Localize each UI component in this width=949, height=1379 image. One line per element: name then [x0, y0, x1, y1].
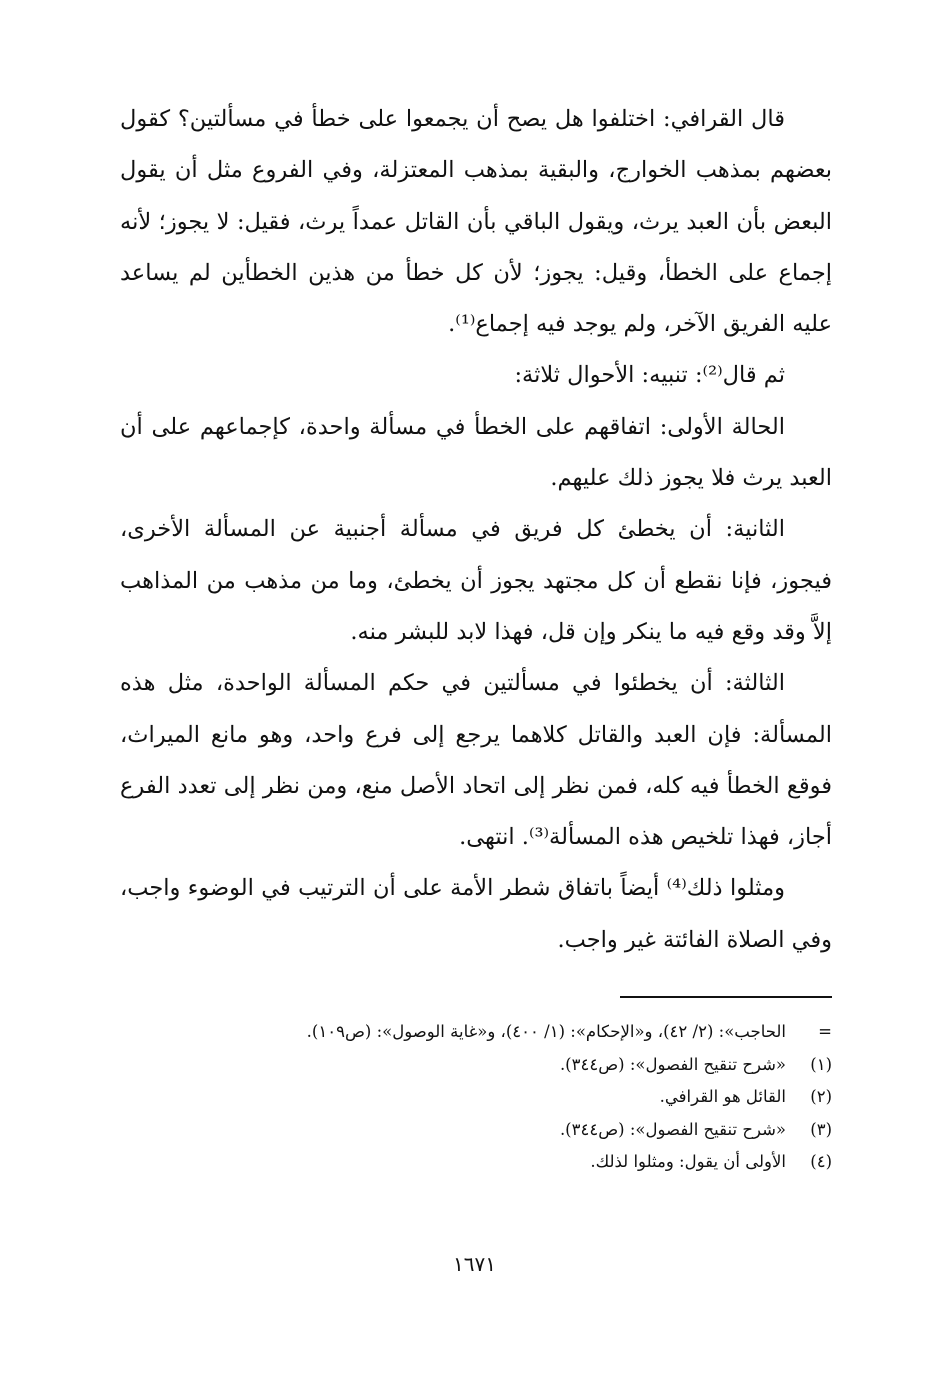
footnote-continuation: [120, 1016, 832, 1049]
footnotes: [120, 1016, 832, 1179]
paragraph-qarafi-quote: قال القرافي: اختلفوا هل يصح أن يجمعوا على خطأ في مسألتين؟ كقول بعضهم بمذهب الخوارج، والبقية بمذهب المعتزلة، وفي الفروع مثل أن يقول البعض بأن العبد يرث، ويقول الباقي بأن القاتل عمداً يرث، فقيل: لا يجوز؛ لأنه إجماع على الخطأ، وقيل: يجوز؛ لأن كل خطأ من هذين الخطأين لم يساعد عليه الفريق الآخر، ولم يوجد فيه إجماع⁽¹⁾.: [120, 106, 832, 338]
paragraph-third-case: الثالثة: أن يخطئوا في مسألتين في حكم المسألة الواحدة، مثل هذه المسألة: فإن العبد والقاتل كلاهما يرجع إلى فرع واحد، وهو مانع الميراث، فوقع الخطأ فيه كله، فمن نظر إلى اتحاد الأصل منع، ومن نظر إلى تعدد الفرع أجاز، فهذا تلخيص هذه المسألة⁽³⁾. انتهى.: [120, 670, 832, 851]
paragraph-second-case: الثانية: أن يخطئ كل فريق في مسألة أجنبية عن المسألة الأخرى، فيجوز، فإنا نقطع أن كل مجتهد يجوز أن يخطئ، وما من مذهب من المذاهب إلاَّ وقد وقع فيه ما ينكر وإن قل، فهذا لابد للبشر منه.: [120, 516, 832, 645]
paragraph-tanbih: ثم قال⁽²⁾: تنبيه: الأحوال ثلاثة:: [514, 362, 785, 389]
main-text: [120, 94, 832, 966]
footnote-mark: (٤): [810, 1152, 832, 1171]
footnote-mark: =: [818, 1022, 832, 1041]
footnote-text: الأولى أن يقول: ومثلوا لذلك.: [590, 1152, 786, 1171]
footnote-mark: (٣): [810, 1119, 832, 1139]
page-number: ١٦٧١: [453, 1252, 496, 1276]
footnote-4: [120, 1146, 832, 1179]
footnote-text: «شرح تنقيح الفصول»: (ص٣٤٤).: [559, 1119, 786, 1139]
footnote-3: [120, 1114, 832, 1147]
paragraph-example: ومثلوا ذلك⁽⁴⁾ أيضاً باتفاق شطر الأمة على أن الترتيب في الوضوء واجب، وفي الصلاة الفائتة غير واجب.: [120, 875, 832, 953]
footnote-text: «شرح تنقيح الفصول»: (ص٣٤٤).: [559, 1054, 786, 1074]
footnote-2: [120, 1081, 832, 1114]
footnote-1: [120, 1049, 832, 1082]
footnote-text: الحاجب»: (٢/ ٤٢)، و«الإحكام»: (١/ ٤٠٠)، و«غاية الوصول»: (ص١٠٩).: [306, 1022, 786, 1041]
footnote-separator: [620, 996, 832, 998]
paragraph-first-case: الحالة الأولى: اتفاقهم على الخطأ في مسألة واحدة، كإجماعهم على أن العبد يرث فلا يجوز ذلك عليهم.: [120, 413, 832, 492]
footnote-mark: (٢): [810, 1087, 832, 1106]
footnote-mark: (١): [810, 1054, 832, 1074]
footnote-text: القائل هو القرافي.: [659, 1087, 786, 1106]
